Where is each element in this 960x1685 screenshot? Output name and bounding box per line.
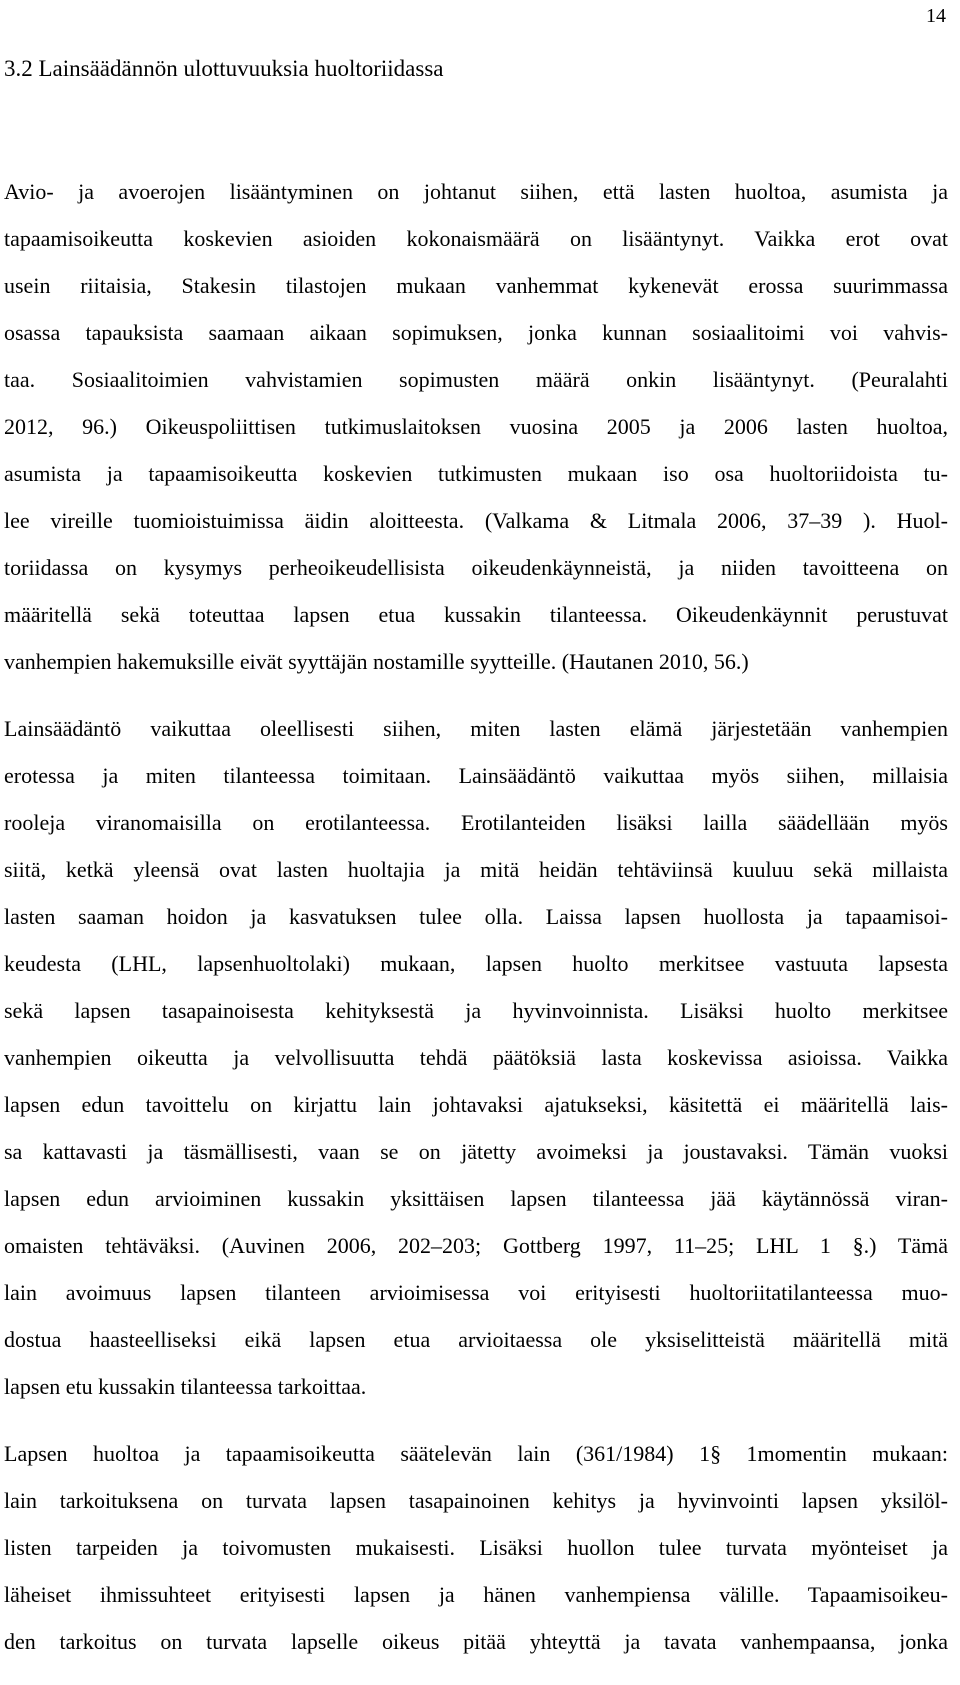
page-number: 14 <box>926 5 946 27</box>
text-line: erotessa ja miten tilanteessa toimitaan. Lainsäädäntö vaikuttaa myös siihen, millaisia <box>4 763 948 788</box>
text-line: sekä lapsen tasapainoisesta kehityksestä ja hyvinvoinnista. Lisäksi huolto merkitsee <box>4 998 948 1023</box>
text-line: vanhempien oikeutta ja velvollisuutta tehdä päätöksiä lasta koskevissa asioissa. Vaikka <box>4 1045 948 1070</box>
text-line: dostua haasteelliseksi eikä lapsen etua arvioitaessa ole yksiselitteistä määritellä mitä <box>4 1327 948 1352</box>
text-line: lain avoimuus lapsen tilanteen arvioimisessa voi erityisesti huoltoriitatilanteessa muo- <box>4 1280 948 1305</box>
section-heading: 3.2 Lainsäädännön ulottuvuuksia huoltoriidassa <box>4 56 444 81</box>
paragraph <box>4 1430 948 1665</box>
text-line: den tarkoitus on turvata lapselle oikeus pitää yhteyttä ja tavata vanhempaansa, jonka <box>4 1629 948 1654</box>
text-line: rooleja viranomaisilla on erotilanteessa. Erotilanteiden lisäksi lailla säädellään myös <box>4 810 948 835</box>
text-line: siitä, ketkä yleensä ovat lasten huoltajia ja mitä heidän tehtäviinsä kuuluu sekä millaista <box>4 857 948 882</box>
text-line: vanhempien hakemuksille eivät syyttäjän nostamille syytteille. (Hautanen 2010, 56.) <box>4 649 749 674</box>
body-text <box>4 168 948 1685</box>
text-line: lapsen etu kussakin tilanteessa tarkoittaa. <box>4 1374 367 1399</box>
text-line: lasten saaman hoidon ja kasvatuksen tulee olla. Laissa lapsen huollosta ja tapaamisoi- <box>4 904 948 929</box>
text-line: lee vireille tuomioistuimissa äidin aloitteesta. (Valkama & Litmala 2006, 37‒39 ). Huol- <box>4 508 948 533</box>
text-line: lapsen edun arvioiminen kussakin yksittäisen lapsen tilanteessa jää käytännössä viran- <box>4 1186 948 1211</box>
text-line: osassa tapauksista saamaan aikaan sopimuksen, jonka kunnan sosiaalitoimi voi vahvis- <box>4 320 948 345</box>
text-line: Lapsen huoltoa ja tapaamisoikeutta säätelevän lain (361/1984) 1§ 1momentin mukaan: <box>4 1441 948 1466</box>
text-line: läheiset ihmissuhteet erityisesti lapsen ja hänen vanhempiensa välille. Tapaamisoikeu- <box>4 1582 948 1607</box>
text-line: Avio- ja avoerojen lisääntyminen on johtanut siihen, että lasten huoltoa, asumista ja <box>4 179 948 204</box>
text-line: Lainsäädäntö vaikuttaa oleellisesti siihen, miten lasten elämä järjestetään vanhempien <box>4 716 948 741</box>
text-line: omaisten tehtäväksi. (Auvinen 2006, 202‒203; Gottberg 1997, 11‒25; LHL 1 §.) Tämä <box>4 1233 948 1258</box>
text-line: keudesta (LHL, lapsenhuoltolaki) mukaan, lapsen huolto merkitsee vastuuta lapsesta <box>4 951 948 976</box>
text-line: sa kattavasti ja täsmällisesti, vaan se on jätetty avoimeksi ja joustavaksi. Tämän vuoksi <box>4 1139 948 1164</box>
paragraph <box>4 705 948 1410</box>
text-line: listen tarpeiden ja toivomusten mukaisesti. Lisäksi huollon tulee turvata myönteiset ja <box>4 1535 948 1560</box>
text-line: 2012, 96.) Oikeuspoliittisen tutkimuslaitoksen vuosina 2005 ja 2006 lasten huoltoa, <box>4 414 948 439</box>
text-line: usein riitaisia, Stakesin tilastojen mukaan vanhemmat kykenevät erossa suurimmassa <box>4 273 948 298</box>
paragraph <box>4 168 948 685</box>
text-line: lapsen edun tavoittelu on kirjattu lain johtavaksi ajatukseksi, käsitettä ei määritellä lais- <box>4 1092 948 1117</box>
text-line: lain tarkoituksena on turvata lapsen tasapainoinen kehitys ja hyvinvointi lapsen yksilöl- <box>4 1488 948 1513</box>
text-line: taa. Sosiaalitoimien vahvistamien sopimusten määrä onkin lisääntynyt. (Peuralahti <box>4 367 948 392</box>
text-line: tapaamisoikeutta koskevien asioiden kokonaismäärä on lisääntynyt. Vaikka erot ovat <box>4 226 948 251</box>
text-line: määritellä sekä toteuttaa lapsen etua kussakin tilanteessa. Oikeudenkäynnit perustuvat <box>4 602 948 627</box>
text-line: asumista ja tapaamisoikeutta koskevien tutkimusten mukaan iso osa huoltoriidoista tu- <box>4 461 948 486</box>
text-line: toriidassa on kysymys perheoikeudellisista oikeudenkäynneistä, ja niiden tavoitteena on <box>4 555 948 580</box>
